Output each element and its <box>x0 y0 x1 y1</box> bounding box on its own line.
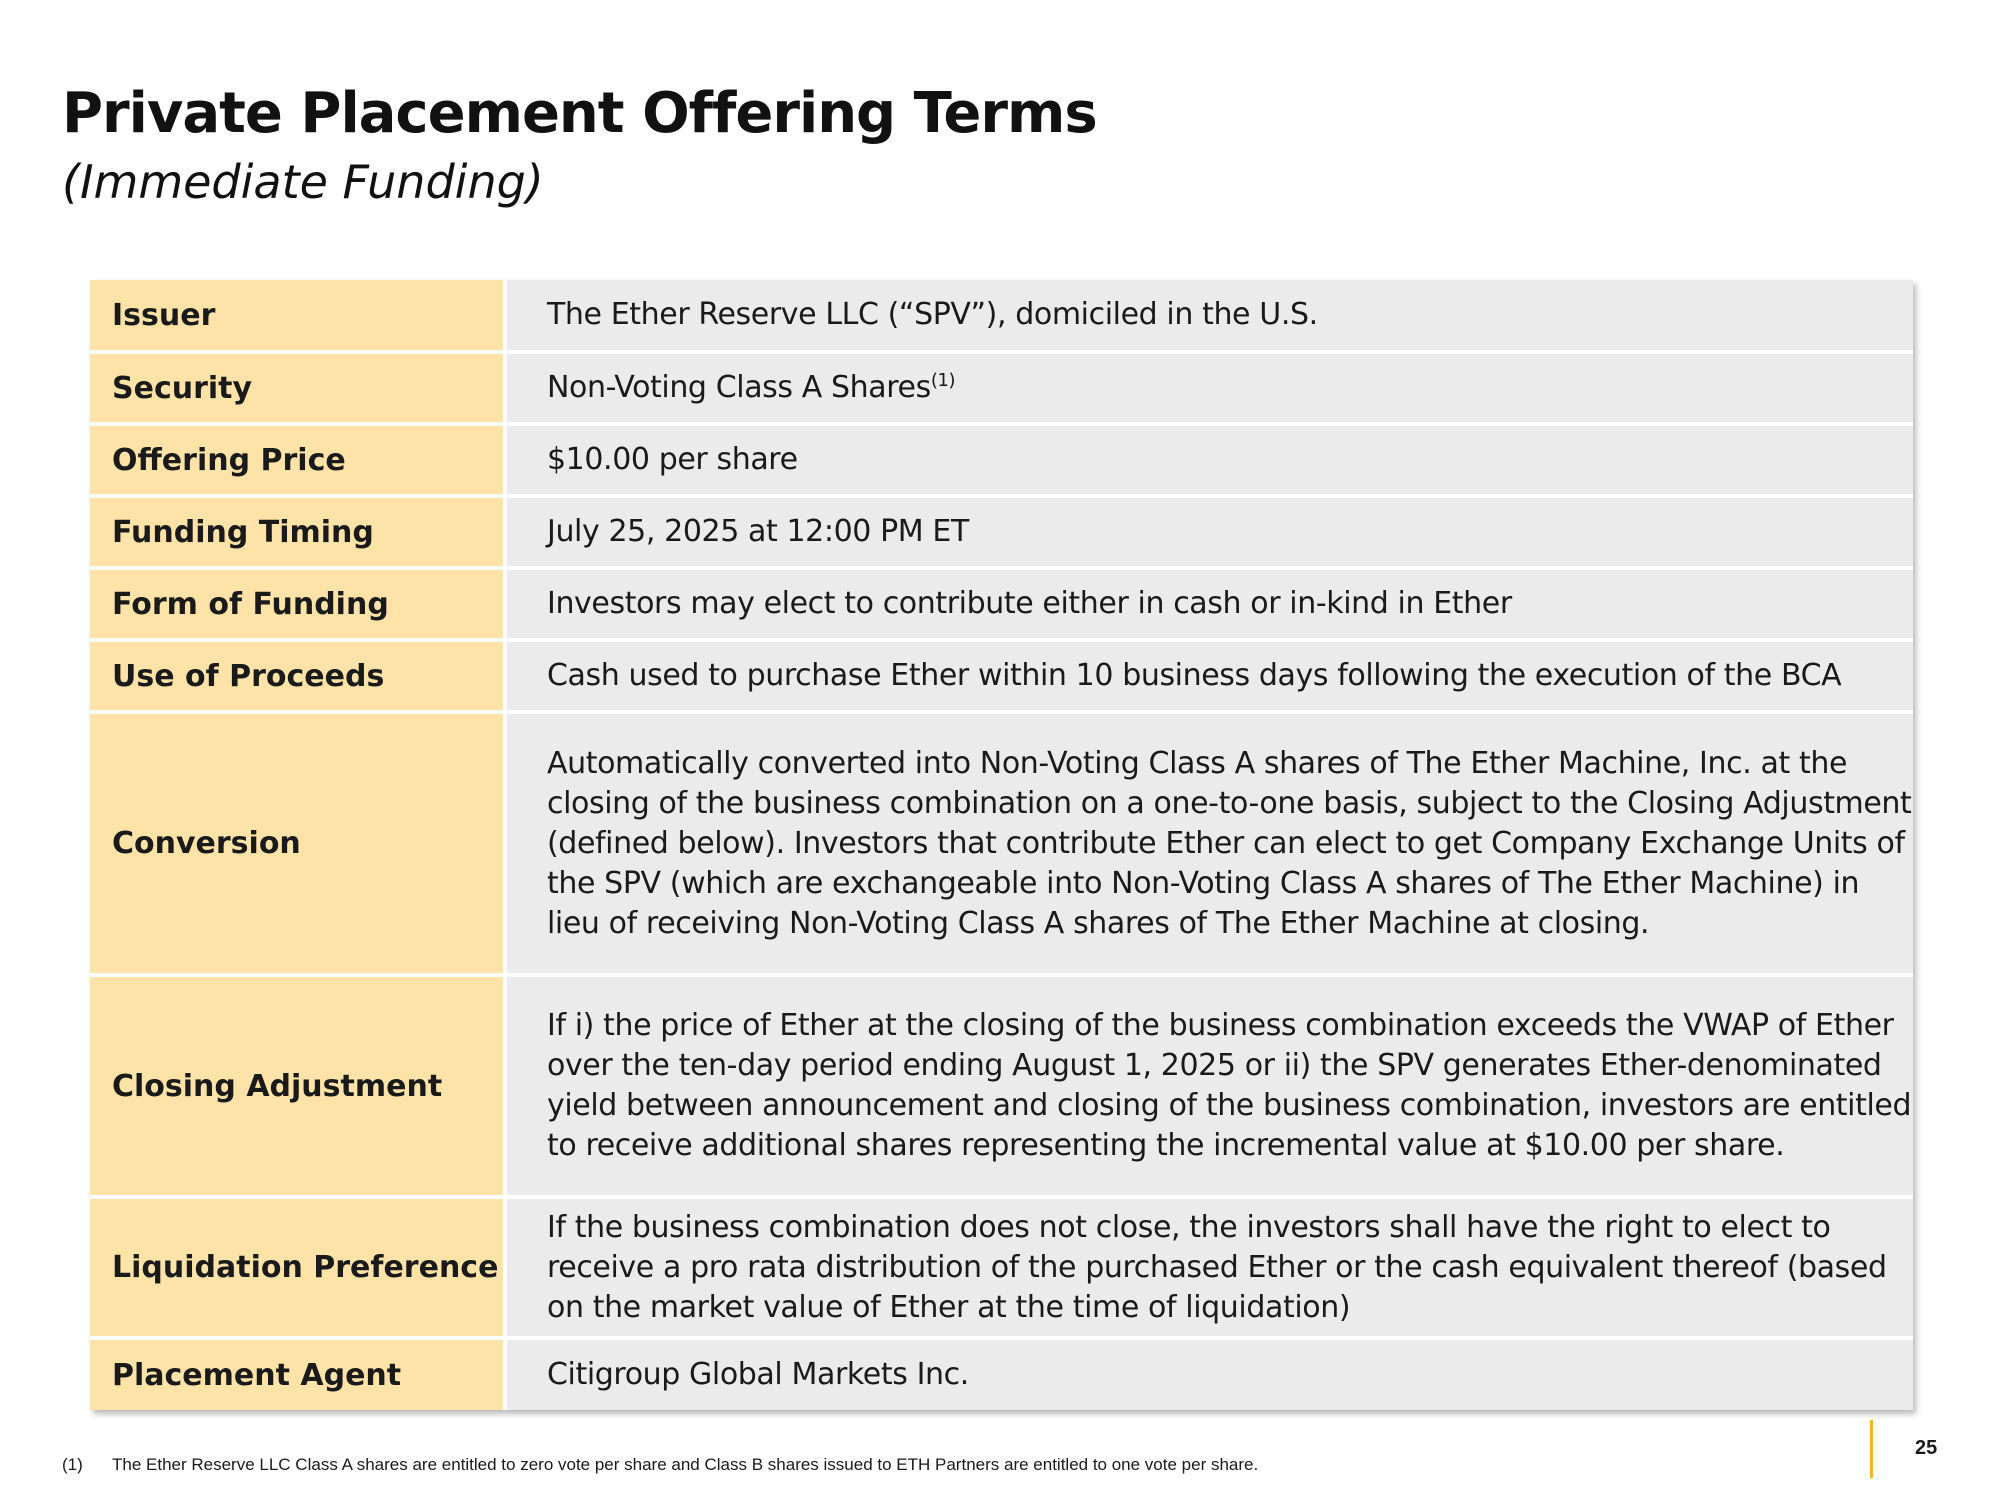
term-value <box>505 1197 1913 1338</box>
table-row <box>90 352 1913 424</box>
term-value-text: Investors may elect to contribute either in cash or in-kind in Ether <box>547 586 1512 621</box>
table-row <box>90 568 1913 640</box>
term-value <box>505 712 1913 975</box>
term-value-text: If the business combination does not close, the investors shall have the right to elect to receive a pro rata distribution of the purchased Ether or the cash equivalent thereof (based on the market value of Ether at the time of liquidation) <box>547 1209 1887 1325</box>
footnote-text: The Ether Reserve LLC Class A shares are entitled to zero vote per share and Class B shares issued to ETH Partners are entitled to one vote per share. <box>112 1455 1259 1474</box>
table-row <box>90 1338 1913 1410</box>
page-number-divider <box>1870 1420 1873 1478</box>
term-value-text: Cash used to purchase Ether within 10 business days following the execution of the BCA <box>547 658 1842 693</box>
table-row <box>90 1197 1913 1338</box>
term-value-text: Automatically converted into Non-Voting Class A shares of The Ether Machine, Inc. at the closing of the business combination on a one-to-one basis, subject to the Closing Adjustment (defined below). Investors that contribute Ether can elect to get Company Exchange Units of the SPV (which are exchangeable into Non-Voting Class A shares of The Ether Machine) in lieu of receiving Non-Voting Class A shares of The Ether Machine at closing. <box>547 745 1912 941</box>
term-value <box>505 352 1913 424</box>
term-value <box>505 568 1913 640</box>
table-row <box>90 424 1913 496</box>
term-value-text: The Ether Reserve LLC (“SPV”), domiciled in the U.S. <box>547 297 1318 332</box>
term-label: Offering Price <box>90 424 505 496</box>
term-label: Conversion <box>90 712 505 975</box>
title-block <box>62 74 1097 210</box>
term-value <box>505 640 1913 712</box>
term-value <box>505 424 1913 496</box>
table-row <box>90 712 1913 975</box>
table-row <box>90 640 1913 712</box>
table-row <box>90 975 1913 1197</box>
term-value-text: If i) the price of Ether at the closing of the business combination exceeds the VWAP of Ether over the ten-day period ending August 1, 2025 or ii) the SPV generates Ether-denominated yield between announcement and closing of the business combination, investors are entitled to receive additional shares representing the incremental value at $10.00 per share. <box>547 1008 1912 1163</box>
table-row <box>90 496 1913 568</box>
term-label: Form of Funding <box>90 568 505 640</box>
page-subtitle: (Immediate Funding) <box>62 155 544 209</box>
term-value-text: July 25, 2025 at 12:00 PM ET <box>547 514 969 549</box>
footnote-number: (1) <box>62 1455 83 1474</box>
page-number: 25 <box>1915 1437 1938 1459</box>
footnote-reference: (1) <box>930 370 956 391</box>
term-value-text: Citigroup Global Markets Inc. <box>547 1357 969 1392</box>
term-value-text: Non-Voting Class A Shares <box>547 370 931 405</box>
term-label: Closing Adjustment <box>90 975 505 1197</box>
table-row <box>90 280 1913 352</box>
term-value <box>505 280 1913 352</box>
term-value <box>505 496 1913 568</box>
term-label: Security <box>90 352 505 424</box>
term-label: Issuer <box>90 280 505 352</box>
term-value-text: $10.00 per share <box>547 442 798 477</box>
term-label: Funding Timing <box>90 496 505 568</box>
term-value <box>505 1338 1913 1410</box>
page-title: Private Placement Offering Terms <box>62 81 1097 146</box>
term-label: Use of Proceeds <box>90 640 505 712</box>
term-value <box>505 975 1913 1197</box>
offering-terms-table <box>90 280 1913 1410</box>
footnote <box>62 1455 1258 1475</box>
term-label: Liquidation Preference <box>90 1197 505 1338</box>
term-label: Placement Agent <box>90 1338 505 1410</box>
